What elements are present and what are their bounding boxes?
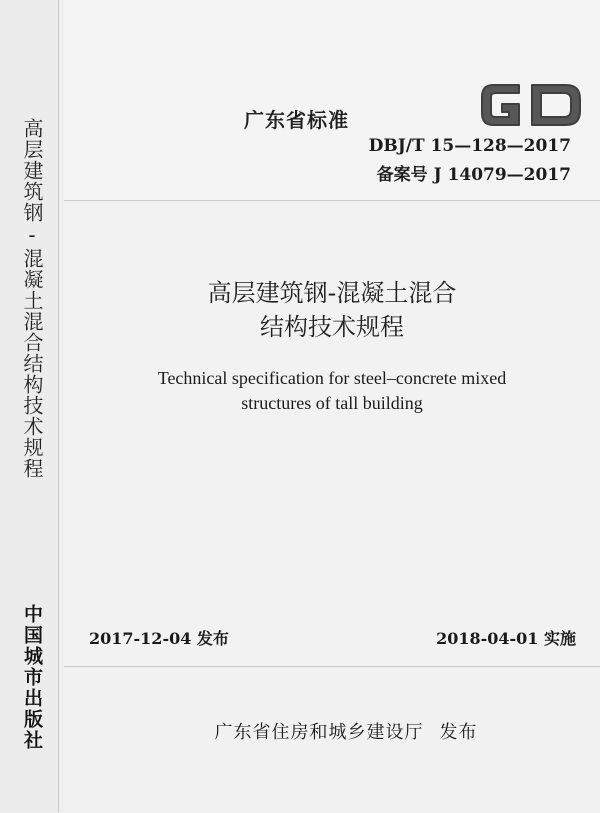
spine-title: 高层建筑钢-混凝土混合结构技术规程: [20, 118, 44, 479]
english-title-line-2: structures of tall building: [241, 393, 423, 413]
implementation-info: [416, 626, 576, 649]
chinese-title-line-2: 结构技术规程: [260, 313, 404, 341]
publisher-action: 发布: [439, 722, 478, 743]
release-info: [89, 626, 229, 649]
front-cover: [64, 0, 600, 812]
record-code: 备案号 J 14079—2017: [376, 165, 571, 185]
gd-logo: [476, 79, 586, 131]
publisher-line: [176, 718, 516, 744]
publisher-name: 广东省住房和城乡建设厅: [214, 722, 424, 743]
english-title-line-1: Technical specification for steel–concrete mixed: [157, 368, 507, 388]
standard-code: DBJ/T 15—128—2017: [368, 136, 571, 156]
spine-publisher: 中国城市出版社: [21, 604, 43, 751]
standard-label: 广东省标准: [244, 108, 349, 132]
implementation-label: 实施: [543, 629, 576, 648]
release-date: 2017-12-04: [89, 629, 192, 648]
chinese-title-line-1: 高层建筑钢-混凝土混合: [207, 279, 457, 307]
implementation-date: 2018-04-01: [436, 629, 539, 648]
release-label: 发布: [196, 629, 229, 648]
chinese-title: [152, 276, 512, 344]
book-spine: [0, 0, 59, 812]
english-title: [136, 366, 528, 416]
